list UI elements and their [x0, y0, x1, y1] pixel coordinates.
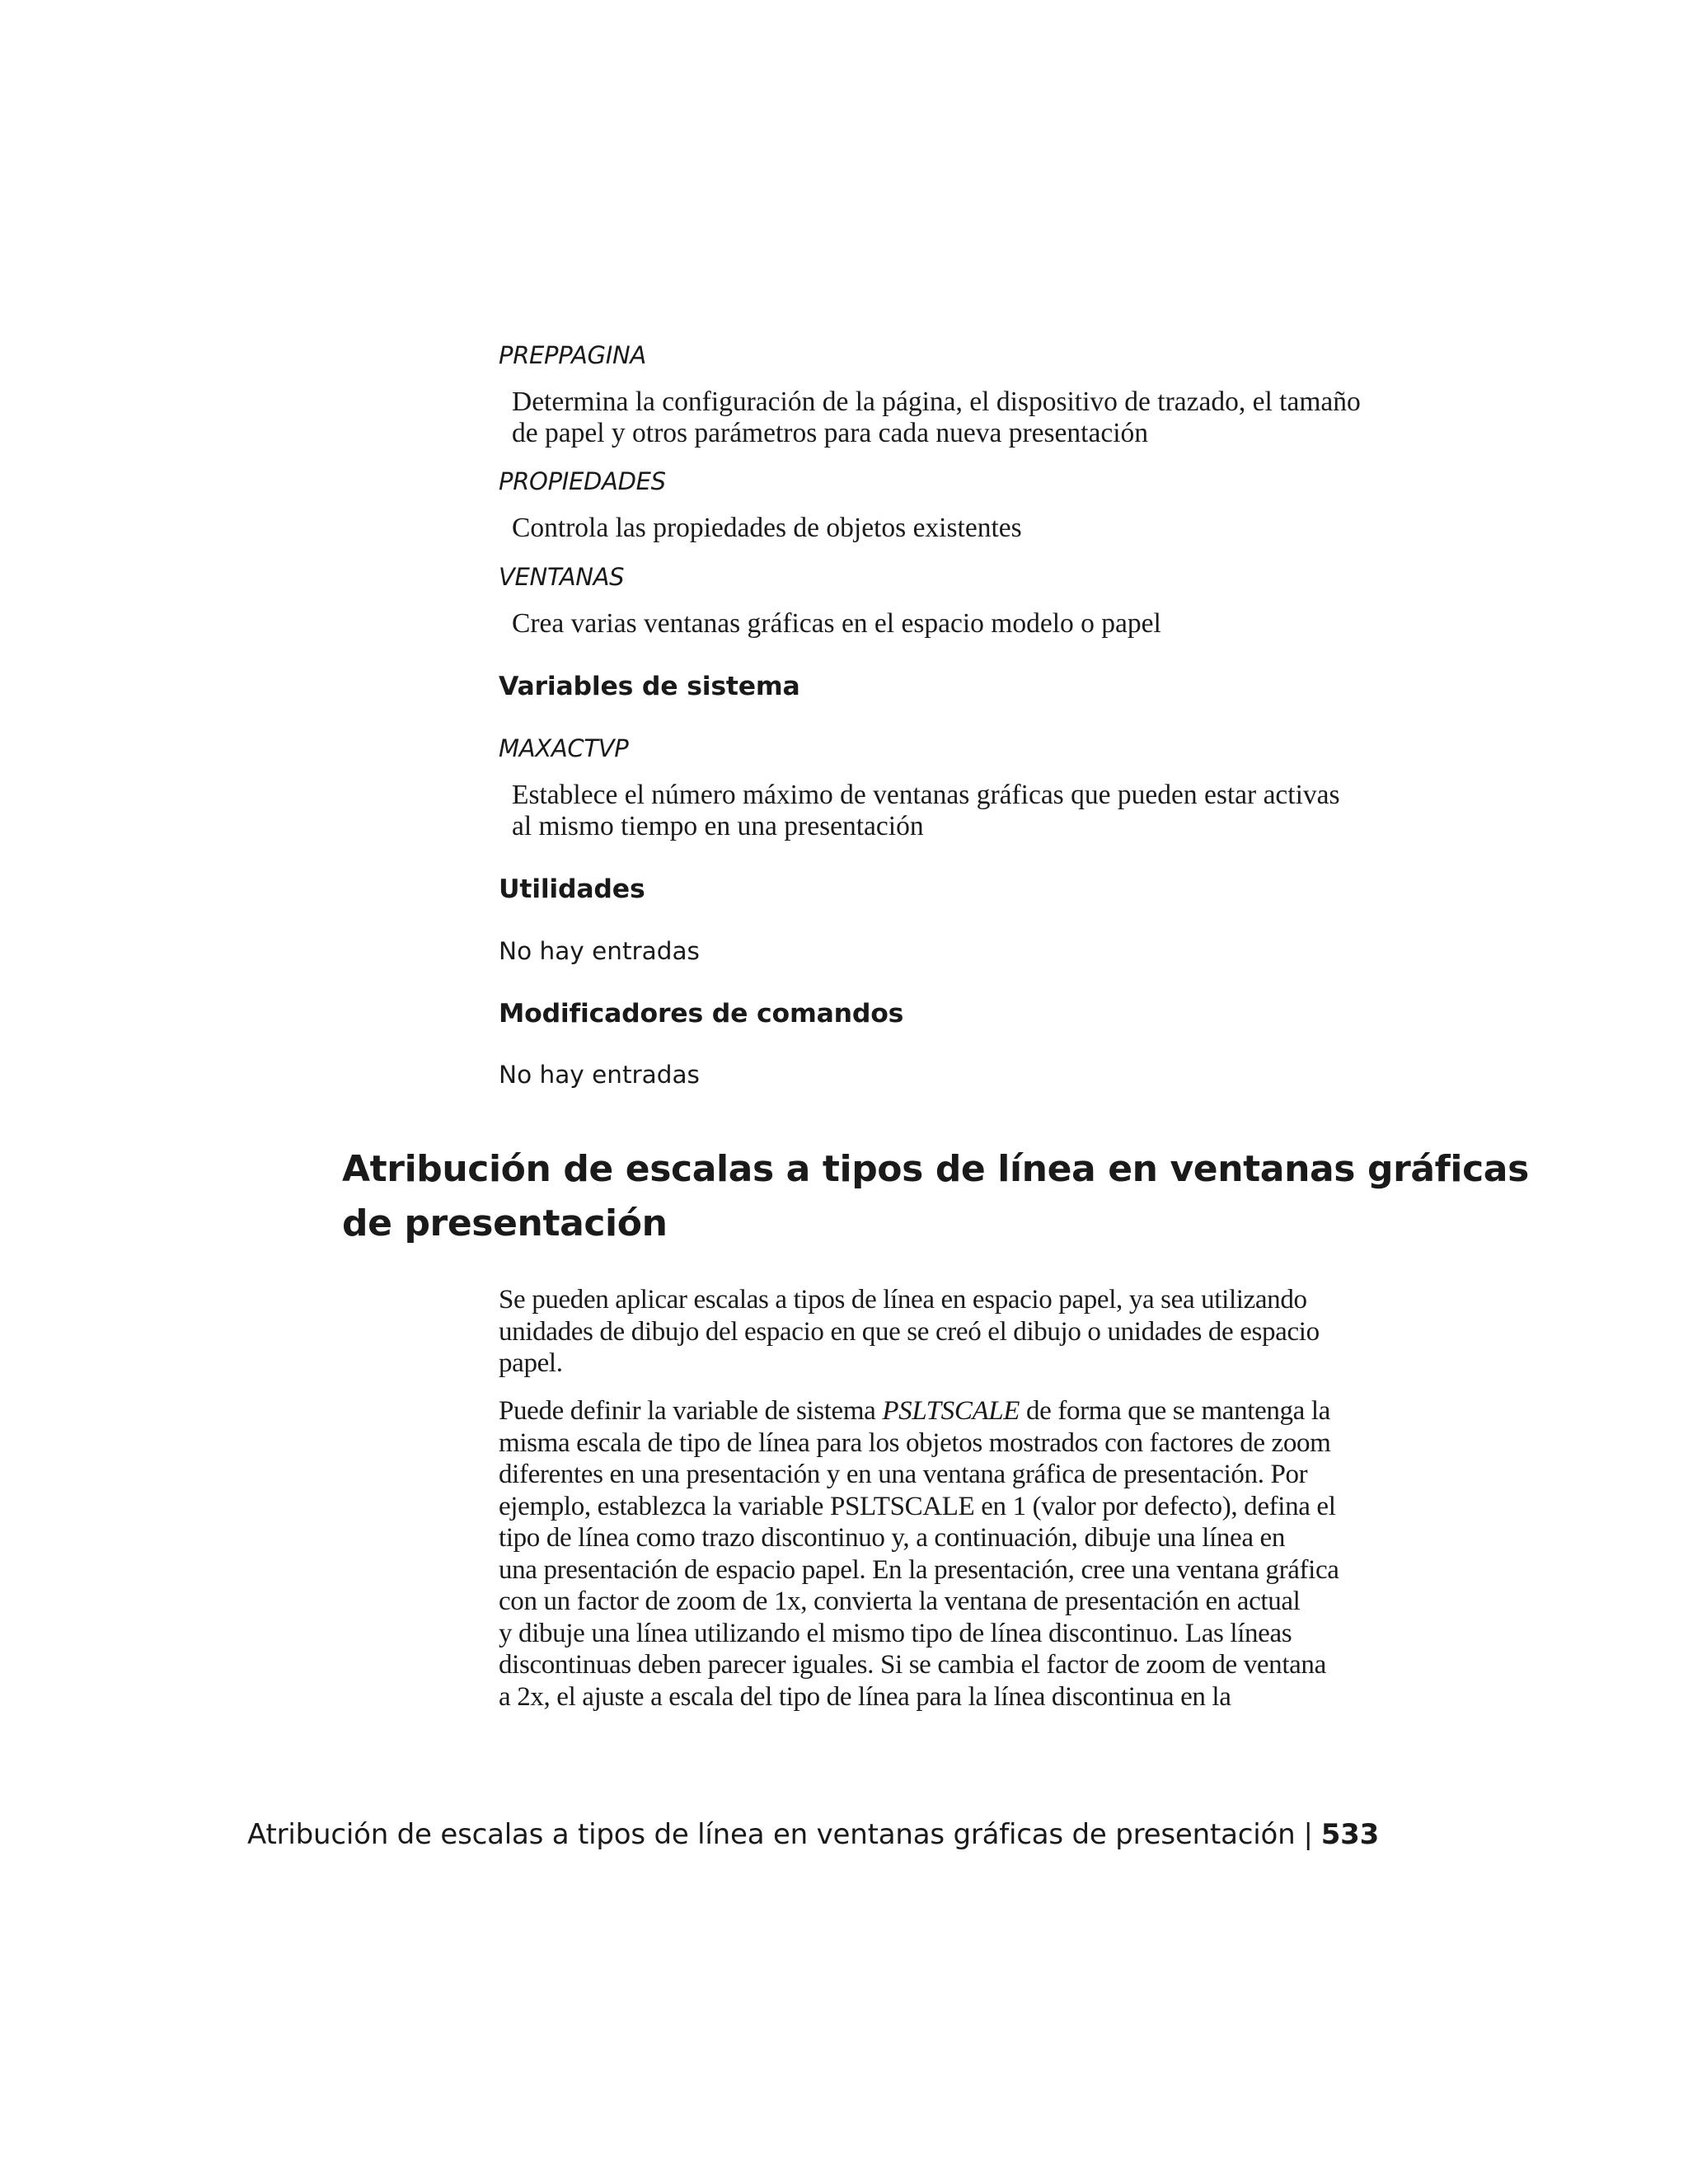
description-line: al mismo tiempo en una presentación — [512, 811, 924, 841]
footer-title: Atribución de escalas a tipos de línea en ventanas gráficas de presentación — [247, 1818, 1296, 1851]
system-variable-name: MAXACTVP — [499, 734, 629, 762]
body-paragraph-1 — [499, 1284, 1405, 1380]
description-line: Establece el número máximo de ventanas gráficas que pueden estar activas — [512, 780, 1340, 810]
paragraph-line: unidades de dibujo del espacio en que se creó el dibujo o unidades de espacio — [499, 1316, 1320, 1347]
command-description-ventanas — [512, 608, 1386, 640]
paragraph-line: ejemplo, establezca la variable PSLTSCALE en 1 (valor por defecto), defina el — [499, 1491, 1336, 1521]
command-name-propiedades: PROPIEDADES — [499, 467, 666, 495]
paragraph-line: tipo de línea como trazo discontinuo y, a continuación, dibuje una línea en — [499, 1523, 1285, 1553]
paragraph-text: Puede definir la variable de sistema — [499, 1396, 883, 1426]
description-line: de papel y otros parámetros para cada nueva presentación — [512, 418, 1149, 448]
system-variable-description — [512, 780, 1386, 842]
section-title-line: de presentación — [342, 1202, 668, 1244]
paragraph-line: misma escala de tipo de línea para los objetos mostrados con factores de zoom — [499, 1427, 1331, 1458]
page-footer — [247, 1818, 1380, 1851]
body-paragraph-2 — [499, 1395, 1405, 1713]
paragraph-line: con un factor de zoom de 1x, convierta la ventana de presentación en actual — [499, 1586, 1301, 1616]
paragraph-line: diferentes en una presentación y en una ventana gráfica de presentación. Por — [499, 1460, 1308, 1489]
paragraph-line: una presentación de espacio papel. En la presentación, cree una ventana gráfica — [499, 1554, 1339, 1585]
system-variables-heading: Variables de sistema — [499, 672, 800, 701]
description-line: Controla las propiedades de objetos existentes — [512, 513, 1022, 543]
utilities-heading: Utilidades — [499, 874, 645, 904]
command-description-preppagina — [512, 387, 1386, 449]
command-name-preppagina: PREPPAGINA — [499, 341, 646, 369]
paragraph-text: de forma que se mantenga la — [1020, 1396, 1330, 1426]
paragraph-line — [499, 1395, 1405, 1427]
paragraph-line: a 2x, el ajuste a escala del tipo de línea para la línea discontinua en la — [499, 1681, 1231, 1712]
command-description-propiedades — [512, 513, 1386, 544]
paragraph-line: discontinuas deben parecer iguales. Si se cambia el factor de zoom de ventana — [499, 1650, 1326, 1680]
paragraph-line: y dibuje una línea utilizando el mismo tipo de línea discontinuo. Las líneas — [499, 1618, 1292, 1648]
page-number: 533 — [1320, 1818, 1380, 1851]
description-line: Determina la configuración de la página, el dispositivo de trazado, el tamaño — [512, 387, 1361, 417]
command-name-ventanas: VENTANAS — [499, 563, 625, 591]
paragraph-line: papel. — [499, 1348, 563, 1378]
command-modifiers-heading: Modificadores de comandos — [499, 999, 904, 1029]
utilities-text: No hay entradas — [499, 937, 700, 965]
section-title-line: Atribución de escalas a tipos de línea en ventanas gráficas — [342, 1148, 1529, 1190]
command-modifiers-text: No hay entradas — [499, 1061, 700, 1089]
section-title — [342, 1142, 1529, 1251]
variable-name-psltscale: PSLTSCALE — [882, 1396, 1020, 1426]
description-line: Crea varias ventanas gráficas en el espacio modelo o papel — [512, 608, 1161, 639]
paragraph-line: Se pueden aplicar escalas a tipos de línea en espacio papel, ya sea utilizando — [499, 1285, 1307, 1315]
footer-separator: | — [1303, 1818, 1313, 1851]
